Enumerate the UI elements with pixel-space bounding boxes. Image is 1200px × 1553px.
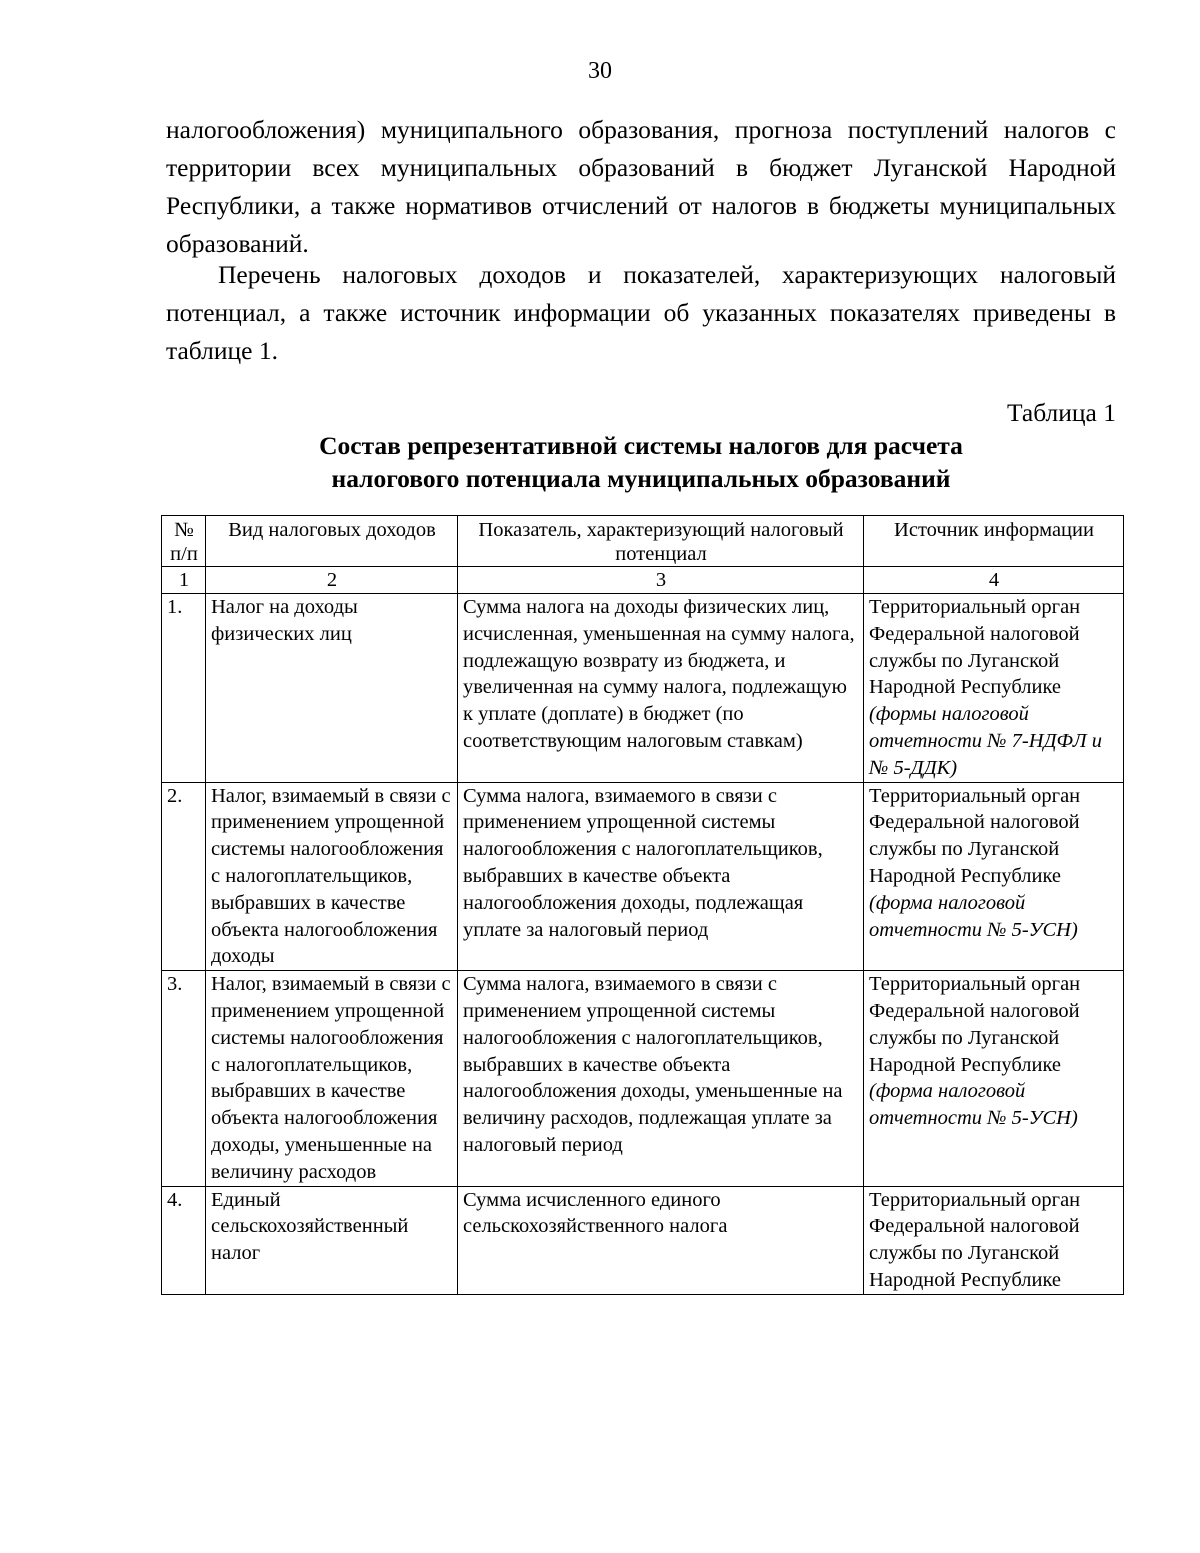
row-number: 1. (162, 594, 206, 783)
row-indicator: Сумма налога на доходы физических лиц, исчисленная, уменьшенная на сумму налога, подлежащую возврату из бюджета, и увеличенная на сумму налога, подлежащую к уплате (доплате) в бюджет (по соответствующим налоговым ставкам) (458, 594, 864, 783)
page-number: 30 (588, 58, 612, 84)
row-source (864, 782, 1124, 971)
column-number: 4 (864, 567, 1124, 594)
source-main: Территориальный орган Федеральной налоговой службы по Луганской Народной Республике (869, 784, 1081, 887)
header-tax-type: Вид налоговых доходов (206, 516, 458, 567)
row-source (864, 594, 1124, 783)
header-indicator: Показатель, характеризующий налоговый потенциал (458, 516, 864, 567)
column-number: 1 (162, 567, 206, 594)
paragraph-table-reference: Перечень налоговых доходов и показателей, характеризующих налоговый потенциал, а также источник информации об указанных показателях приведены в таблице 1. (166, 260, 1116, 365)
tax-system-table (161, 515, 1124, 1295)
column-number: 3 (458, 567, 864, 594)
header-number-line-2: п/п (170, 543, 198, 565)
header-number (162, 516, 206, 567)
table-title-line-2: налогового потенциала муниципальных образований (331, 464, 951, 493)
row-tax-type: Налог, взимаемый в связи с применением упрощенной системы налогообложения с налогоплательщиков, выбравших в качестве объекта налогообложения доходы (206, 782, 458, 971)
table-row (162, 971, 1124, 1186)
paragraph-continuation: налогообложения) муниципального образования, прогноза поступлений налогов с территории всех муниципальных образований в бюджет Луганской Народной Республики, а также нормативов отчислений от налогов в бюджеты муниципальных образований. (166, 115, 1116, 258)
source-note: (форма налоговой отчетности № 5-УСН) (869, 1080, 1078, 1130)
row-source (864, 1186, 1124, 1294)
row-indicator: Сумма налога, взимаемого в связи с применением упрощенной системы налогообложения с налогоплательщиков, выбравших в качестве объекта налогообложения доходы, уменьшенные на величину расходов, подлежащая уплате за налоговый период (458, 971, 864, 1186)
table-title (166, 429, 1116, 495)
row-number: 2. (162, 782, 206, 971)
source-note: (формы налоговой отчетности № 7-НДФЛ и № 5-ДДК) (869, 703, 1103, 779)
header-source: Источник информации (864, 516, 1124, 567)
row-indicator: Сумма исчисленного единого сельскохозяйственного налога (458, 1186, 864, 1294)
row-tax-type: Налог, взимаемый в связи с применением упрощенной системы налогообложения с налогоплательщиков, выбравших в качестве объекта налогообложения доходы, уменьшенные на величину расходов (206, 971, 458, 1186)
source-main: Территориальный орган Федеральной налоговой службы по Луганской Народной Республике (869, 1188, 1081, 1291)
table-title-line-1: Состав репрезентативной системы налогов для расчета (319, 431, 963, 460)
row-number: 4. (162, 1186, 206, 1294)
table-label: Таблица 1 (1006, 398, 1116, 427)
column-numbers-row (162, 567, 1124, 594)
row-tax-type: Единый сельскохозяйственный налог (206, 1186, 458, 1294)
column-number: 2 (206, 567, 458, 594)
row-indicator: Сумма налога, взимаемого в связи с применением упрощенной системы налогообложения с налогоплательщиков, выбравших в качестве объекта налогообложения доходы, подлежащая уплате за налоговый период (458, 782, 864, 971)
source-note: (форма налоговой отчетности № 5-УСН) (869, 891, 1078, 941)
row-number: 3. (162, 971, 206, 1186)
table-row (162, 782, 1124, 971)
row-source (864, 971, 1124, 1186)
source-main: Территориальный орган Федеральной налоговой службы по Луганской Народной Республике (869, 973, 1081, 1076)
table-row (162, 1186, 1124, 1294)
row-tax-type: Налог на доходы физических лиц (206, 594, 458, 783)
table-row (162, 594, 1124, 783)
header-number-line-1: № (174, 519, 194, 541)
table-header-row (162, 516, 1124, 567)
source-main: Территориальный орган Федеральной налоговой службы по Луганской Народной Республике (869, 596, 1081, 699)
